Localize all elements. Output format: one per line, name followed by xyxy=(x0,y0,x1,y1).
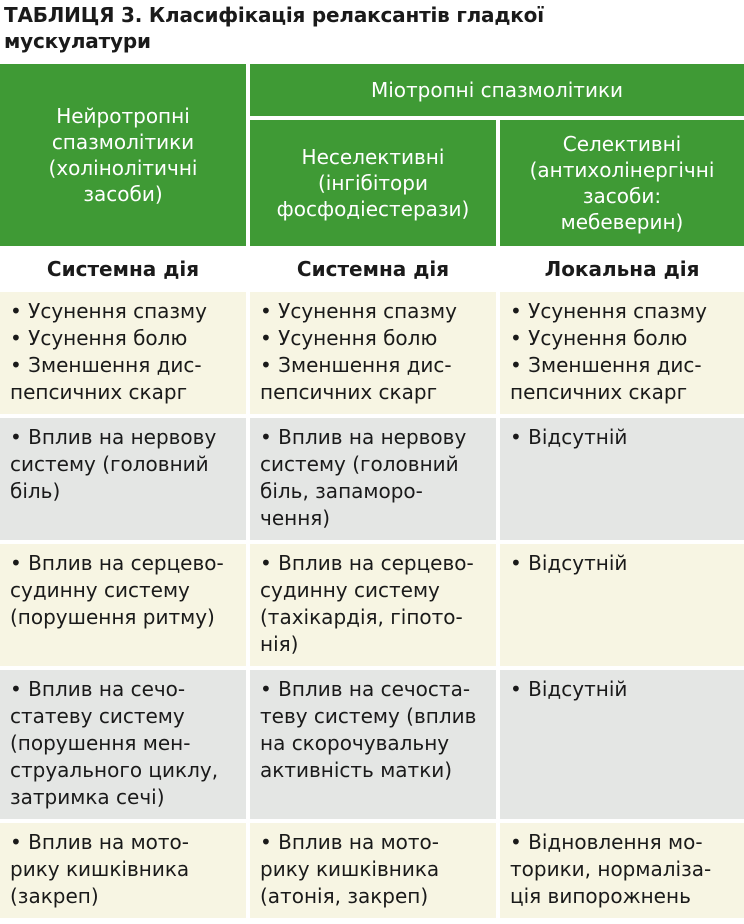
cell-text-line: (атонія, закреп) xyxy=(260,884,429,908)
effect-type-col3: Локальна дія xyxy=(500,250,744,288)
table-cell-col1 xyxy=(0,670,246,819)
table-cell-col3 xyxy=(500,292,744,414)
cell-text-line: • Зменшення дис- xyxy=(510,353,702,377)
cell-text-line: • Вплив на сечо- xyxy=(10,677,186,701)
cell-text-line: • Усунення болю xyxy=(10,326,188,350)
cell-text-line: пепсичних скарг xyxy=(10,380,188,404)
table-cell-col2 xyxy=(250,544,496,666)
header-nonselective-line: фосфодіестерази) xyxy=(276,197,470,221)
cell-text-line: пепсичних скарг xyxy=(260,380,438,404)
cell-text-line: (порушення ритму) xyxy=(10,605,215,629)
cell-text-line: • Вплив на мото- xyxy=(260,830,439,854)
effect-type-col2: Системна дія xyxy=(250,250,496,288)
table-row xyxy=(0,418,744,540)
cell-text-line: • Зменшення дис- xyxy=(260,353,452,377)
header-nonselective xyxy=(250,120,496,246)
cell-text-line: біль, запаморо- xyxy=(260,479,423,503)
cell-text-line: (тахікардія, гіпото- xyxy=(260,605,463,629)
cell-text-line: активність матки) xyxy=(260,758,453,782)
cell-text-line: • Вплив на нервову xyxy=(10,425,217,449)
table-cell-col3 xyxy=(500,823,744,918)
table-row xyxy=(0,670,744,819)
table-cell-col1 xyxy=(0,544,246,666)
table-title-line-2: мускулатури xyxy=(4,29,151,53)
table-cell-col2 xyxy=(250,292,496,414)
table-row xyxy=(0,544,744,666)
table-title-line-1: ТАБЛИЦЯ 3. Класифікація релаксантів гладкої xyxy=(4,3,544,27)
cell-text-line: • Вплив на нервову xyxy=(260,425,467,449)
table-cell-col2 xyxy=(250,823,496,918)
cell-text-line: судинну систему xyxy=(10,578,190,602)
header-neurotropic-line: (холінолітичні xyxy=(48,156,198,180)
cell-text-line: ція випорожнень xyxy=(510,884,691,908)
cell-text-line: систему (головний xyxy=(10,452,209,476)
table-row xyxy=(0,292,744,414)
table-body xyxy=(0,292,744,918)
table-cell-col2 xyxy=(250,418,496,540)
table-cell-col1 xyxy=(0,292,246,414)
table-cell-col3 xyxy=(500,670,744,819)
cell-text-line: • Усунення болю xyxy=(260,326,438,350)
header-selective-line: засоби: xyxy=(582,184,662,208)
table-cell-col2 xyxy=(250,670,496,819)
cell-text-line: систему (головний xyxy=(260,452,459,476)
header-neurotropic-line: засоби) xyxy=(83,182,163,206)
cell-text-line: рику кишківника xyxy=(260,857,440,881)
header-neurotropic xyxy=(0,64,246,246)
header-nonselective-line: Неселективні xyxy=(301,145,445,169)
cell-text-line: • Відсутній xyxy=(510,677,628,701)
header-selective-line: мебеверин) xyxy=(560,210,684,234)
cell-text-line: (порушення мен- xyxy=(10,731,191,755)
table-cell-col1 xyxy=(0,418,246,540)
cell-text-line: пепсичних скарг xyxy=(510,380,688,404)
cell-text-line: • Зменшення дис- xyxy=(10,353,202,377)
cell-text-line: чення) xyxy=(260,506,331,530)
cell-text-line: теву систему (вплив xyxy=(260,704,477,728)
header-myotropic: Міотропні спазмолітики xyxy=(250,64,744,116)
classification-table xyxy=(0,60,744,922)
cell-text-line: рику кишківника xyxy=(10,857,190,881)
header-selective-line: (антихолінергічні xyxy=(529,158,715,182)
table-cell-col3 xyxy=(500,544,744,666)
header-selective-line: Селективні xyxy=(562,132,682,156)
cell-text-line: • Вплив на сечоста- xyxy=(260,677,471,701)
table-cell-col1 xyxy=(0,823,246,918)
cell-text-line: струального циклу, xyxy=(10,758,219,782)
table-title xyxy=(4,2,740,54)
header-nonselective-line: (інгібітори xyxy=(318,171,428,195)
cell-text-line: затримка сечі) xyxy=(10,785,165,809)
header-selective xyxy=(500,120,744,246)
cell-text-line: статеву систему xyxy=(10,704,185,728)
header-neurotropic-line: спазмолітики xyxy=(51,130,195,154)
cell-text-line: біль) xyxy=(10,479,61,503)
cell-text-line: • Усунення спазму xyxy=(510,299,707,323)
cell-text-line: • Вплив на серцево- xyxy=(10,551,224,575)
cell-text-line: • Вплив на мото- xyxy=(10,830,189,854)
table-cell-col3 xyxy=(500,418,744,540)
cell-text-line: • Відсутній xyxy=(510,551,628,575)
cell-text-line: (закреп) xyxy=(10,884,99,908)
effect-type-col1: Системна дія xyxy=(0,250,246,288)
cell-text-line: судинну систему xyxy=(260,578,440,602)
header-neurotropic-line: Нейротропні xyxy=(56,104,190,128)
cell-text-line: на скорочувальну xyxy=(260,731,450,755)
cell-text-line: • Усунення спазму xyxy=(10,299,207,323)
table-row xyxy=(0,823,744,918)
cell-text-line: • Відновлення мо- xyxy=(510,830,703,854)
cell-text-line: • Усунення спазму xyxy=(260,299,457,323)
cell-text-line: торики, нормаліза- xyxy=(510,857,712,881)
cell-text-line: • Вплив на серцево- xyxy=(260,551,474,575)
cell-text-line: • Усунення болю xyxy=(510,326,688,350)
cell-text-line: нія) xyxy=(260,632,299,656)
cell-text-line: • Відсутній xyxy=(510,425,628,449)
